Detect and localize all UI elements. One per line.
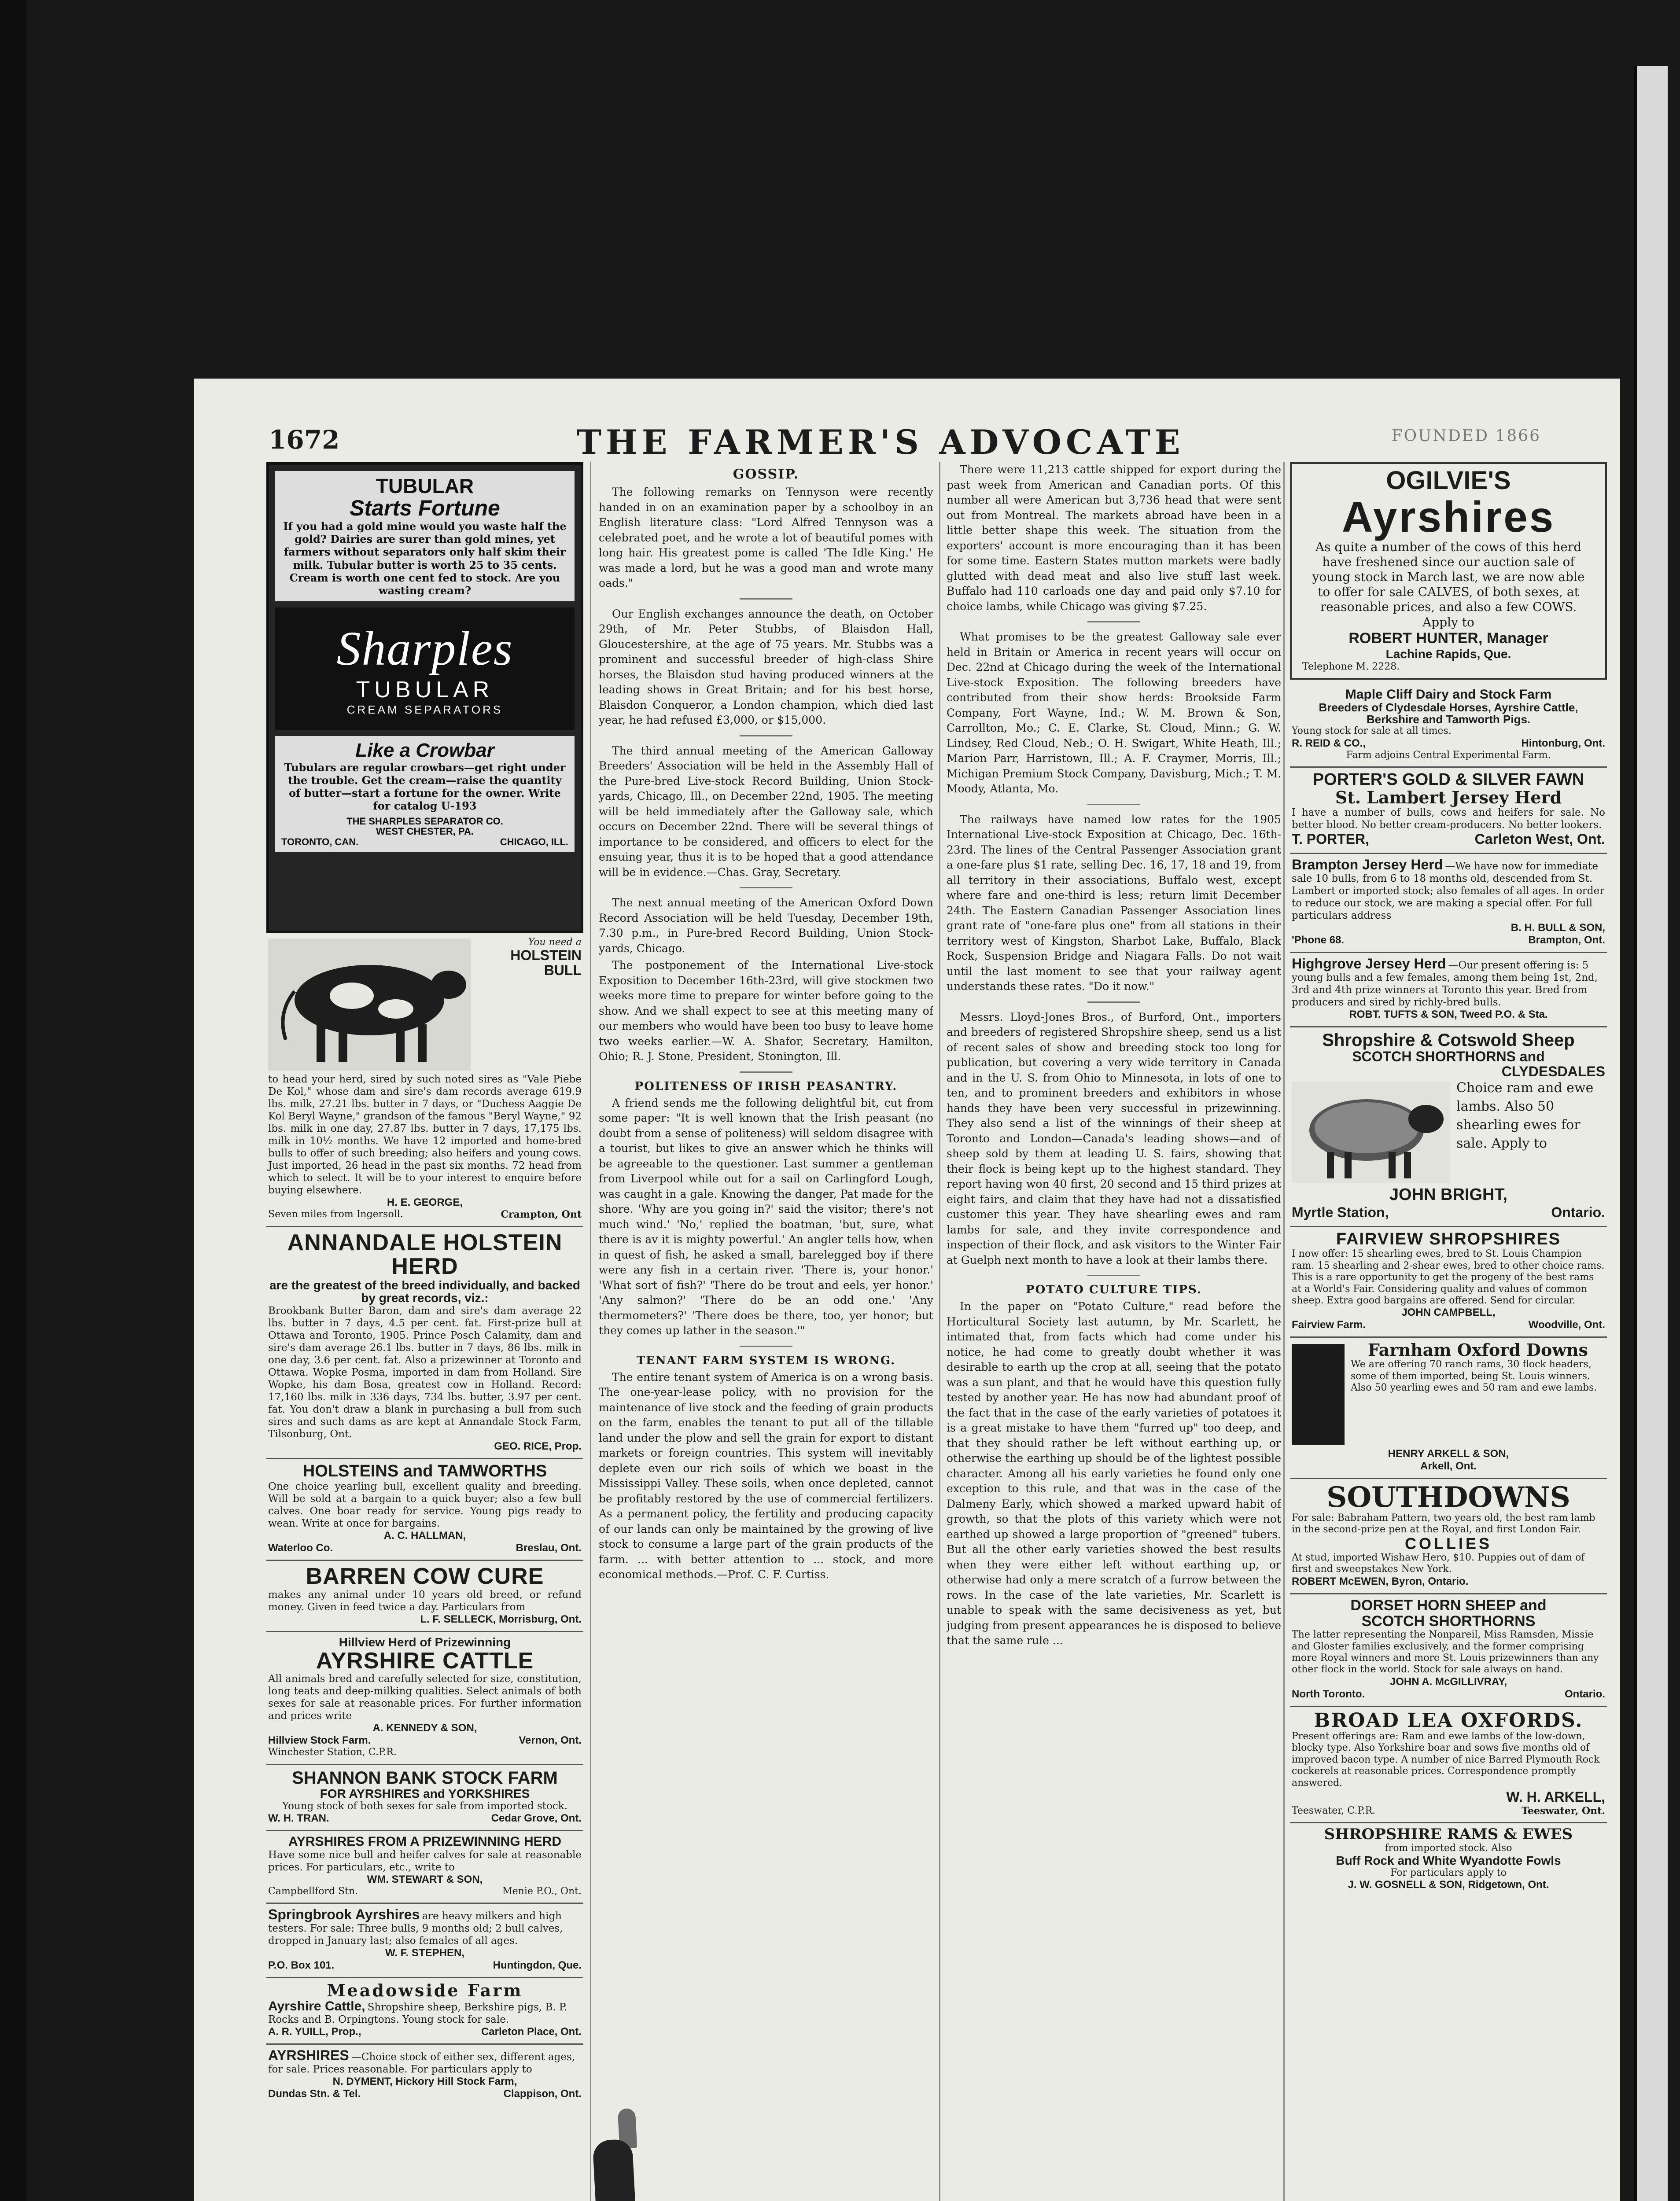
ad-title: BULL: [544, 962, 582, 978]
article-paragraph: The next annual meeting of the American Oxford Down Record Association will be held Tuesday, December 19th, 7.30 p.m., in Pure-bred Record Building, Union Stock-yards, Chicago.: [599, 896, 933, 955]
article-paragraph: Messrs. Lloyd-Jones Bros., of Burford, Ont., importers and breeders of registered Shropshire sheep, send us a list of recent sales of show and breeding stock too long for publication, but covering a very wide territory in Canada and in the U. S. from Ohio to Minnesota, in lots of one to ten, and to prominent breeders and exhibitors in whose hands they have been very successful in prizewinning. They also send a list of the winnings of their sheep at Toronto and London—Canada's leading shows—and of sheep sold by them at leading U. S. fairs, showing that their flock is being kept up to the highest standard. They report having won 40 first, 20 second and 15 third prizes at eight fairs, and claim that they have had not a dissatisfied customer this year. They have shearling ewes and ram lambs for sale, and they invite correspondence and inspection of their flock, and ask visitors to the Winter Fair at Guelph next month to have a look at their lambs there.: [947, 1010, 1281, 1266]
ad-subtitle: Ayrshire Cattle,: [268, 1999, 365, 2014]
ad-location: Brampton, Ont.: [1528, 934, 1605, 946]
company-city: TORONTO, CAN.: [281, 836, 359, 847]
ad-body: We are offering 70 ranch rams, 30 flock headers, some of them imported, being St. Louis winners. Also 50 yearling ewes and 50 ram and ewe lambs.: [1351, 1359, 1597, 1393]
ad-body: Present offerings are: Ram and ewe lambs of the low-down, blocky type. Also Yorkshire boar and sows five months old of improved bacon type. A number of nice Barred Plymouth Rock cockerels at reasonable prices. Correspondence promptly answered.: [1292, 1730, 1600, 1789]
ad-location: Waterloo Co.: [268, 1542, 333, 1554]
ad-subtitle: Starts Fortune: [350, 496, 500, 521]
ad-broad-lea-oxfords: [1290, 1707, 1607, 1824]
article-paragraph: What promises to be the greatest Galloway sale ever held in Britain or America in recent years will occur on Dec. 22nd at Chicago during the week of the International Live-stock Exposition. The following breeders have contributed from their show herds: Brookside Farm Company, Fort Wayne, Ind.; W. M. Brown & Son, Carrollton, Mo.; C. E. Clarke, St. Cloud, Minn.; G. W. Lindsey, Red Cloud, Neb.; O. H. Swigart, White Heath, Ill.; Marion Parr, Harristown, Ill.; A. F. Craymer, Morris, Ill.; Michigan Premium Stock Company, Davisburg, Mich.; T. M. Moody, Atlanta, Mo.: [947, 630, 1281, 795]
ad-title: SOUTHDOWNS: [1326, 1481, 1570, 1514]
article-paragraph: In the paper on "Potato Culture," read before the Horticultural Society last autumn, by Mr. Scarlett, he intimated that, from facts which had come under his notice, he had come to greatly doubt whether it was desirable to earth up the crop at all, seeing that the potato was a sun plant, and that he would have this question fully tested by another year. He has now had abundant proof of the fact that in the case of the early varieties of potatoes it is a great mistake to have them "furred up" too deep, and that they should rather be left without earthing up, or otherwise the earthing up should be of the lightest possible character. Among all his early varieties he found only one exception to this rule, and that was in the case of the Dalmeny Early, which showed a marked upward habit of growth, so that the plots of this variety which were not earthed up showed a large proportion of "greened" tubers. But all the other early varieties showed the best results when they were either left without earthing up, or otherwise had only a mere scratch of a furrow between the rows. In the case of the late varieties, Mr. Scarlett is unable to speak with the same decisiveness as yet, but judging from present appearances he is disposed to believe that the same rule ...: [947, 1300, 1281, 1647]
ad-location: Hillview Stock Farm.: [268, 1734, 371, 1747]
ad-location: Arkell, Ont.: [1420, 1460, 1477, 1472]
ad-signature: R. REID & CO.,: [1292, 737, 1366, 749]
column-advertisements-left: [266, 462, 583, 2201]
ad-telephone: 'Phone 68.: [1292, 934, 1345, 946]
ad-title: AYRSHIRES FROM A PRIZEWINNING HERD: [288, 1834, 562, 1849]
ad-ayrshires-prizewinning: [266, 1831, 583, 1904]
ad-body: to head your herd, sired by such noted sires as "Vale Piebe De Kol," whose dam and sire's dam records average 619.9 lbs. milk, 27.21 lbs. butter in 7 days, or "Duchess Aaggie De Kol Beryl Wayne," grandson of the famous "Beryl Wayne," 92 lbs. milk in one day, 27.87 lbs. butter in 7 days, 17,175 lbs. milk in 10½ months. We have 12 imported and home-bred bulls to offer of such breeding; also heifers and young cows. Just imported, 26 head in the past six months. 72 head from which to select. It will be to your interest to enquire before buying elsewhere.: [268, 1074, 582, 1196]
ad-signature: W. H. TRAN.: [268, 1812, 329, 1825]
ad-title: ANNANDALE HOLSTEIN HERD: [287, 1229, 563, 1280]
ad-body: makes any animal under 10 years old breed, or refund money. Given in feed twice a day. Particulars from: [268, 1589, 582, 1613]
divider: [740, 1346, 792, 1347]
ad-body: One choice yearling bull, excellent quality and breeding. Will be sold at a bargain to a quick buyer; also a few bull calves. One boar ready for service. Young pigs ready to wean. Write at once for bargains.: [268, 1481, 582, 1530]
ad-barren-cow-cure: [266, 1561, 583, 1632]
ad-shropshire-cotswold: [1290, 1027, 1607, 1227]
masthead: THE FARMER'S ADVOCATE: [576, 423, 1185, 462]
ad-annandale-holstein: [266, 1227, 583, 1459]
article-paragraph: Our English exchanges announce the death, on October 29th, of Mr. Peter Stubbs, of Blaisdon Hall, Gloucestershire, at the age of 75 years. Mr. Stubbs was a prominent and successful breeder of high-class Shire horses, the Blaisdon stud having produced winners at the leading shows in Great Britain; and for his best horse, Blaisdon Conqueror, a London champion, which died last year, he had refused £3,000, or $15,000.: [599, 607, 933, 726]
ad-body: All animals bred and carefully selected for size, constitution, long teats and deep-milking qualities. Select animals of both sexes for sale at reasonable prices. For further information and prices write: [268, 1673, 582, 1722]
ad-title: DORSET HORN SHEEP and: [1350, 1597, 1547, 1614]
ad-location: Dundas Stn. & Tel.: [268, 2088, 361, 2100]
ad-telephone: Telephone M. 2228.: [1302, 661, 1400, 672]
ad-title: Ayrshires: [1341, 492, 1555, 541]
ad-location: Huntingdon, Que.: [493, 1959, 582, 1972]
ad-signature: GEO. RICE, Prop.: [494, 1440, 582, 1453]
brand-name: Sharples: [336, 622, 513, 676]
ad-location: Clappison, Ont.: [503, 2088, 582, 2100]
ad-location: P.O. Box 101.: [268, 1959, 335, 1972]
ad-title: Springbrook Ayrshires: [268, 1907, 420, 1923]
ad-title: Farnham Oxford Downs: [1367, 1340, 1588, 1360]
ad-location: Woodville, Ont.: [1528, 1319, 1605, 1331]
ad-signature: A. KENNEDY & SON,: [372, 1722, 477, 1734]
page-number: 1672: [269, 425, 340, 455]
divider: [1087, 621, 1140, 622]
divider: [740, 735, 792, 736]
ad-body: Young stock of both sexes for sale from imported stock.: [282, 1800, 567, 1812]
ad-lead: Hillview Herd of Prizewinning: [339, 1635, 511, 1649]
section-title: POTATO CULTURE TIPS.: [1026, 1283, 1202, 1296]
holstein-cow-illustration: [268, 939, 471, 1071]
ad-location: Lachine Rapids, Que.: [1385, 647, 1511, 661]
ad-signature: W. H. ARKELL,: [1506, 1789, 1605, 1805]
ad-body: Brookbank Butter Baron, dam and sire's dam average 22 lbs. butter in 7 days, 4.5 per cent. fat. First-prize bull at Ottawa and Toronto, 1905. Prince Posch Calamity, dam and sire's dam average 26.1 lbs. butter in 7 days, 86 lbs. milk in one day, 3.6 per cent. fat. Also a prizewinner at Toronto and Ottawa. Wopke Posma, imported in dam from Holland. Sire Wopke, his dam Bosa, greatest cow in Holland. Record: 17,160 lbs. milk in 336 days, 734 lbs. butter, 3.97 per cent. fat. You don't draw a blank in purchasing a bull from such sires and such dams as are kept at Annandale Stock Farm, Tilsonburg, Ont.: [268, 1305, 582, 1440]
ad-maple-cliff: [1290, 684, 1607, 768]
ad-subtitle: are the greatest of the breed individually, and backed by great records, viz.:: [269, 1278, 580, 1305]
ad-location: Vernon, Ont.: [519, 1734, 582, 1747]
ad-fairview-shropshires: [1290, 1227, 1607, 1338]
ad-location: Menie P.O., Ont.: [502, 1885, 582, 1897]
ad-body: Have some nice bull and heifer calves for sale at reasonable prices. For particulars, etc., write to: [268, 1849, 582, 1873]
section-title: TENANT FARM SYSTEM IS WRONG.: [636, 1354, 896, 1367]
ad-signature: N. DYMENT, Hickory Hill Stock Farm,: [332, 2076, 517, 2088]
ad-brampton-jersey: [1290, 854, 1607, 953]
ad-highgrove-jersey: [1290, 953, 1607, 1027]
ad-body: Shropshire sheep, Berkshire pigs, B. P. Rocks and B. Orpingtons. Young stock for sale.: [268, 2002, 567, 2026]
ad-dorset-horn: [1290, 1594, 1607, 1707]
ad-body: are heavy milkers and high testers. For sale: Three bulls, 9 months old; 2 bull calves, dropped in January last; also females of all ages.: [268, 1910, 563, 1947]
founded-note: FOUNDED 1866: [1391, 427, 1541, 445]
brand-product: TUBULAR: [356, 677, 494, 703]
ad-signature: ROBERT McEWEN, Byron, Ontario.: [1292, 1575, 1469, 1587]
column-gossip: [599, 462, 933, 2201]
ad-location: Cedar Grove, Ont.: [491, 1812, 582, 1825]
column-rule: [939, 462, 940, 2201]
ad-title: HOLSTEIN: [510, 947, 582, 964]
ad-body: —Choice stock of either sex, different ages, for sale. Prices reasonable. For particulars apply to: [268, 2051, 575, 2076]
ad-signature: L. F. SELLECK, Morrisburg, Ont.: [420, 1613, 582, 1626]
ad-title: Shropshire & Cotswold Sheep: [1322, 1031, 1575, 1050]
ad-subtitle: St. Lambert Jersey Herd: [1335, 787, 1562, 807]
article-paragraph: The following remarks on Tennyson were recently handed in on an examination paper by a schoolboy in an English literature class: "Lord Alfred Tennyson was a celebrated poet, and he wrote a lot of beautiful pomes with long hair. His greatest pome is called 'The Idle King.' He was made a lord, but he was a good man and wrote many oads.": [599, 486, 933, 589]
company-city: WEST CHESTER, PA.: [376, 825, 474, 837]
article-paragraph: The entire tenant system of America is on a wrong basis. The one-year-lease policy, with no provision for the maintenance of live stock and the feeding of grain products on the farm, enables the tenant to put all of the tillable land under the plow and sell the grain for export to distant markets or foreign countries. This system will inevitably deplete even our rich soils of which we boast in the Mississippi Valley. These soils, when once depleted, cannot be profitably restored by the use of commercial fertilizers. As a permanent policy, the fertility and producing capacity of our lands can only be maintained by the growing of live stock to consume a large part of the grain products of the farm. ... with better attention to ... stock, and more economical methods.—Prof. C. F. Curtiss.: [599, 1370, 933, 1581]
ad-subtitle: FOR AYRSHIRES and YORKSHIRES: [320, 1786, 530, 1800]
article-paragraph: There were 11,213 cattle shipped for export during the past week from American and Canadian ports. Of this number all were American but 3,736 head that were sent out from Montreal. The markets abroad have been in a little better shape this week. The situation from the exporters' account is more encouraging than it has been for some time. Eastern States mutton markets were badly glutted with dead meat and also live stuff last week. Buffalo had 110 carloads one day and paid only $7.10 for choice lambs, while Chicago was giving $7.25.: [947, 463, 1281, 613]
ad-location: Hintonburg, Ont.: [1521, 737, 1605, 749]
ad-location: Fairview Farm.: [1292, 1319, 1366, 1331]
ad-holsteins-tamworths: [266, 1459, 583, 1561]
tubular-top-panel: [275, 471, 575, 601]
ad-porters-jersey: [1290, 768, 1607, 854]
ad-subtitle: Buff Rock and White Wyandotte Fowls: [1336, 1854, 1561, 1868]
ad-signature: H. E. GEORGE,: [387, 1196, 463, 1209]
ad-body: I now offer: 15 shearling ewes, bred to St. Louis Champion ram. 15 shearling and 2-shear ewes, bred to other choice rams. This is a rare opportunity to get the progeny of the best rams at a World's Fair. Considering quality and values of common sheep. Extra good bargains are offered. Send for circular.: [1292, 1248, 1605, 1306]
ad-body: Tubulars are regular crowbars—get right under the trouble. Get the cream—raise the quantity of butter—start a fortune for the owner. Write for catalog U-193: [284, 761, 566, 813]
ad-subtitle: from imported stock. Also: [1385, 1843, 1512, 1854]
ad-title: SHANNON BANK STOCK FARM: [292, 1768, 558, 1788]
film-margin-right: [1634, 66, 1668, 2201]
article-paragraph: A friend sends me the following delightful bit, cut from some paper: "It is well known that the Irish peasant (no doubt from a sense of politeness) will seldom disagree with a tourist, but likes to give an answer which he thinks will be agreeable to the questioner. Last summer a gentleman from Liverpool while out for a sail on Carlingford Lough, was caught in a gale. Knowing the danger, Pat made for the shore. 'Why are you going in?' said the visitor; there's not much wind.' 'No,' replied the boatman, 'but, sure, what there is av it is mighty powerful.' An angler tells how, when in quest of fish, he asked a small, barelegged boy if there were any fish in a certain river. 'There is, your honor.' 'What sort of fish?' 'There do be trout and eels, yer honor.' 'Any salmon?' 'There do be an odd one.' 'Any thermometers?' 'There does be there, too, yer honor; but they comes up lather in the season.'": [599, 1096, 933, 1337]
article-paragraph: The railways have named low rates for the 1905 International Live-stock Exposition at Chicago, Dec. 16th-23rd. The lines of the Central Passenger Association grant a one-fare plus $1 rate, selling Dec. 16, 17, 18 and 19, from all territory in their associations, Buffalo west, except where fare and one-third is less; return limit December 24th. The Eastern Canadian Passenger Association lines grant rate of "one-fare plus one" from all stations in their territory west of Kingston, Sharbot Lake, Buffalo, Black Rock, Suspension Bridge and Niagara Falls. Do not wait until the last moment to see that your railway agent understands these rates. "Do it now.": [947, 813, 1281, 993]
divider: [1087, 1275, 1140, 1276]
divider: [1087, 804, 1140, 805]
company-city: CHICAGO, ILL.: [500, 836, 568, 847]
ad-signature: JOHN A. McGILLIVRAY,: [1389, 1675, 1507, 1688]
ad-location: North Toronto.: [1292, 1688, 1365, 1700]
ad-title: SCOTCH SHORTHORNS: [1361, 1612, 1536, 1630]
ad-body: For sale: Babraham Pattern, two years old, the best ram lamb in the second-prize pen at the Royal, and first London Fair.: [1292, 1512, 1595, 1535]
ad-subtitle: SCOTCH SHORTHORNS and: [1352, 1049, 1545, 1065]
section-title: POLITENESS OF IRISH PEASANTRY.: [634, 1079, 898, 1093]
ad-body: Young stock for sale at all times.: [1292, 725, 1452, 737]
ad-subtitle: COLLIES: [1404, 1535, 1492, 1553]
company-name: THE SHARPLES SEPARATOR CO.: [346, 815, 503, 827]
ad-southdowns: [1290, 1479, 1607, 1594]
ad-title: TUBULAR: [376, 475, 474, 497]
ad-signature: JOHN CAMPBELL,: [1401, 1307, 1496, 1319]
ad-title: FAIRVIEW SHROPSHIRES: [1336, 1230, 1561, 1249]
column-rule: [1283, 462, 1285, 2201]
newspaper-page: [194, 379, 1620, 2201]
ad-farnham-oxford: [1290, 1338, 1607, 1479]
section-title: GOSSIP.: [733, 467, 799, 482]
article-paragraph: The third annual meeting of the American Galloway Breeders' Association will be held in the Assembly Hall of the Pure-bred Live-stock Record Building, Union Stock-yards, Chicago, Ill., on December 22nd, 1905. The meeting will be held immediately after the Galloway sale, which occurs on December 22nd. There will be several things of importance to be considered, and officers to elect for the ensuing year, thus it is to be hoped that a good attendance will be in evidence.—Chas. Gray, Secretary.: [599, 744, 933, 879]
article-paragraph: The postponement of the International Live-stock Exposition to December 16th-23rd, will give stockmen two weeks more time to prepare for winter before going to the show. And we shall expect to see at this meeting many of our members who would have been too busy to leave home two weeks earlier.—W. A. Shafor, Secretary, Hamilton, Ohio; R. J. Stone, President, Stonington, Ill.: [599, 959, 933, 1063]
ad-signature: J. W. GOSNELL & SON, Ridgetown, Ont.: [1348, 1879, 1549, 1891]
ad-hillview-ayrshire: [266, 1632, 583, 1765]
ad-location: Myrtle Station,: [1292, 1204, 1389, 1221]
ad-title: SHROPSHIRE RAMS & EWES: [1324, 1826, 1573, 1844]
ad-location: Ontario.: [1551, 1204, 1605, 1221]
column-news: [947, 462, 1281, 2201]
ad-ogilvie-ayrshires: [1290, 462, 1607, 680]
ad-location: Carleton West, Ont.: [1474, 831, 1605, 847]
ad-signature: WM. STEWART & SON,: [367, 1873, 483, 1885]
brand-tagline: CREAM SEPARATORS: [346, 703, 503, 717]
sharples-logo: [275, 607, 575, 730]
ad-shropshire-rams-ewes: [1290, 1823, 1607, 1896]
ad-location: Teeswater, Ont.: [1522, 1805, 1605, 1817]
divider: [740, 887, 792, 888]
column-advertisements-right: [1290, 462, 1607, 2201]
ad-holstein-bull: [266, 933, 583, 1227]
ad-body: —We have now for immediate sale 10 bulls, from 6 to 18 months old, descended from St. Lambert or imported stock; also females of all ages. In order to reduce our stock, we are making a special offer. For full particulars address: [1292, 860, 1605, 922]
ad-location: Breslau, Ont.: [516, 1542, 582, 1554]
divider: [740, 1071, 792, 1073]
ad-title: AYRSHIRE CATTLE: [316, 1648, 534, 1674]
ad-title: PORTER'S GOLD & SILVER FAWN: [1312, 770, 1584, 789]
sheep-illustration: [1292, 1082, 1450, 1183]
ad-title: Highgrove Jersey Herd: [1292, 956, 1446, 972]
ad-title: Meadowside Farm: [327, 1980, 523, 2001]
ad-signature: A. R. YUILL, Prop.,: [268, 2026, 361, 2038]
ad-signature: T. PORTER,: [1292, 831, 1370, 847]
ad-title: BARREN COW CURE: [306, 1564, 544, 1590]
column-rule: [590, 462, 591, 2201]
ad-body: I have a number of bulls, cows and heifers for sale. No better blood. No better cream-producers. No better lookers.: [1292, 806, 1605, 831]
ad-location: Carleton Place, Ont.: [481, 2026, 582, 2038]
film-margin-left: [0, 0, 26, 2201]
ad-title: Maple Cliff Dairy and Stock Farm: [1345, 687, 1552, 702]
ad-signature: HENRY ARKELL & SON,: [1388, 1448, 1509, 1460]
page-header: [194, 379, 1620, 462]
ad-body: The latter representing the Nonpareil, Miss Ramsden, Missie and Gloster families exclusively, and the former comprising more Royal winners and more St. Louis prizewinners than any other flock in the world. Stock for sale always on hand.: [1292, 1629, 1599, 1675]
ad-shannon-bank: [266, 1765, 583, 1831]
ad-location: Teeswater, C.P.R.: [1292, 1805, 1376, 1816]
ad-subtitle: CLYDESDALES: [1501, 1063, 1605, 1079]
ad-body: If you had a gold mine would you waste half the gold? Dairies are surer than gold mines, yet farmers without separators only half skim their milk. Tubular butter is worth 25 to 35 cents. Cream is worth one cent fed to stock. Are you wasting cream?: [283, 519, 567, 597]
ad-title: Brampton Jersey Herd: [1292, 856, 1443, 872]
ad-springbrook-ayrshires: [266, 1904, 583, 1978]
ad-body: For particulars apply to: [1390, 1867, 1507, 1878]
ad-location: Seven miles from Ingersoll.: [268, 1209, 403, 1220]
ad-body: Choice ram and ewe lambs. Also 50 shearling ewes for sale. Apply to: [1456, 1080, 1594, 1152]
ad-illustration-block: [1292, 1344, 1345, 1445]
ad-title: OGILVIE'S: [1386, 466, 1511, 495]
ad-title: BROAD LEA OXFORDS.: [1314, 1709, 1583, 1732]
ad-signature: ROBERT HUNTER, Manager: [1348, 629, 1548, 647]
ad-ayrshires-dyment: [266, 2045, 583, 2105]
ad-meadowside-farm: [266, 1978, 583, 2045]
ad-signature: W. F. STEPHEN,: [385, 1947, 465, 1959]
ad-body: At stud, imported Wishaw Hero, $10. Puppies out of dam of first and sweepstakes New York.: [1292, 1552, 1585, 1575]
ad-body: —Our present offering is: 5 young bulls and a few females, among them being 1st, 2nd, 3rd and 4th prize winners at Toronto this year. Bred from producers and sired by richly-bred bulls.: [1292, 960, 1598, 1008]
ad-location: Winchester Station, C.P.R.: [268, 1747, 397, 1758]
ad-location: Campbellford Stn.: [268, 1885, 358, 1897]
ad-sharples-tubular: [266, 462, 583, 933]
ad-subtitle: Breeders of Clydesdale Horses, Ayrshire Cattle, Berkshire and Tamworth Pigs.: [1319, 700, 1578, 726]
divider: [1087, 1001, 1140, 1003]
divider: [740, 598, 792, 600]
ad-signature: ROBT. TUFTS & SON, Tweed P.O. & Sta.: [1349, 1008, 1548, 1021]
ad-location: Farm adjoins Central Experimental Farm.: [1346, 749, 1551, 761]
ad-lead: You need a: [528, 937, 582, 948]
ad-body: As quite a number of the cows of this herd have freshened since our auction sale of young stock in March last, we are now able to offer for sale CALVES, of both sexes, at reasonable prices, and also a few COWS. Apply to: [1312, 539, 1585, 629]
ad-location: Ontario.: [1564, 1688, 1605, 1700]
ad-signature: A. C. HALLMAN,: [383, 1530, 466, 1542]
tubular-bottom-panel: [275, 736, 575, 852]
ad-signature: JOHN BRIGHT,: [1389, 1185, 1508, 1204]
ad-signature: B. H. BULL & SON,: [1511, 922, 1605, 934]
ad-subtitle: Like a Crowbar: [355, 740, 494, 762]
ad-location: Crampton, Ont: [501, 1209, 582, 1221]
ad-title: HOLSTEINS and TAMWORTHS: [302, 1462, 547, 1481]
ad-title: AYRSHIRES: [268, 2047, 349, 2064]
